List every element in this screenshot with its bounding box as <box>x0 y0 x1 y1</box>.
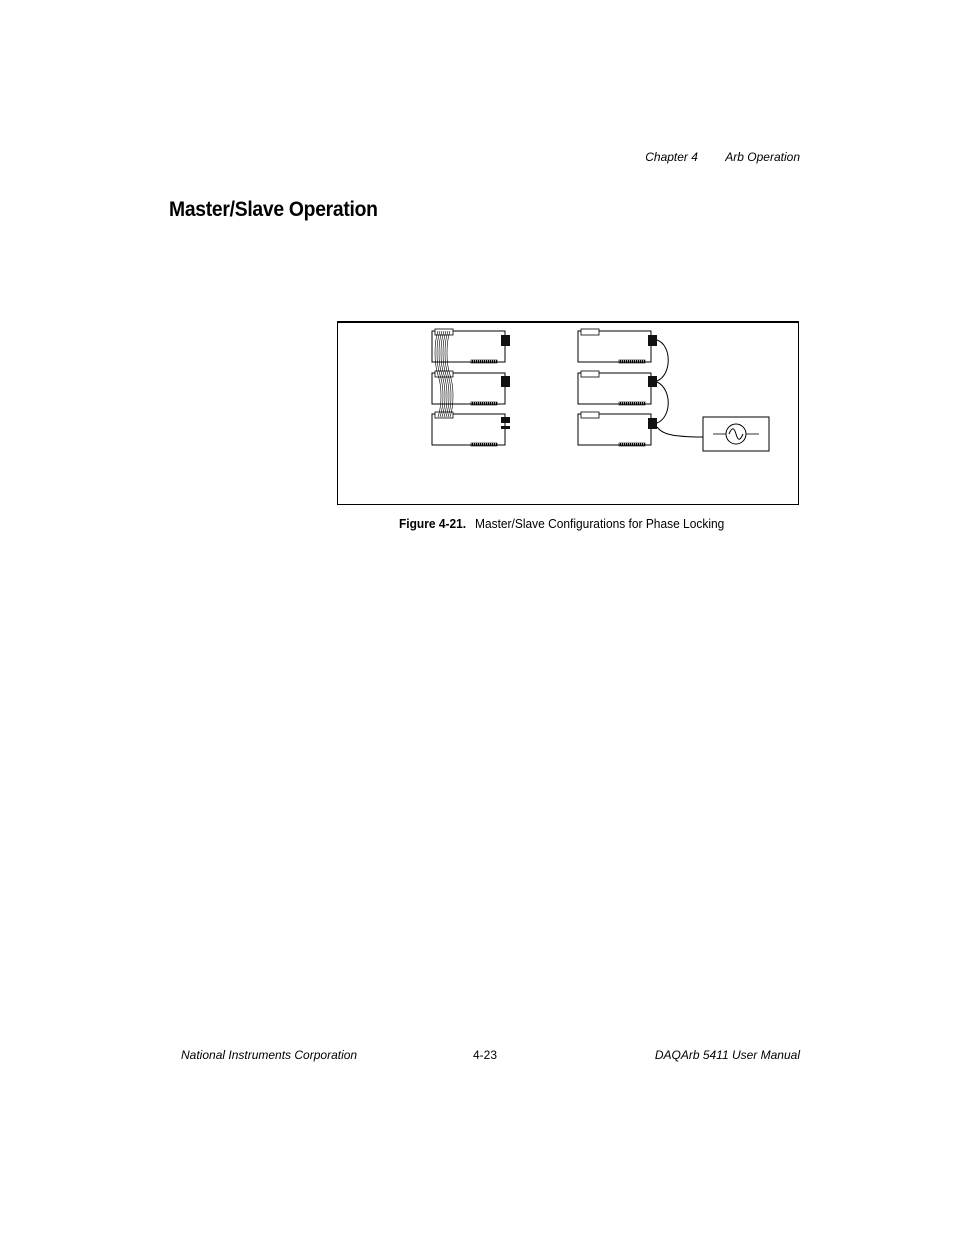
figure-caption-text: Master/Slave Configurations for Phase Locking <box>474 516 725 531</box>
coax-connector-icon <box>648 376 657 387</box>
daq-board-icon <box>432 412 510 446</box>
left-board-stack <box>432 329 510 446</box>
running-header <box>645 150 800 164</box>
header-section: Arb Operation <box>725 150 800 164</box>
footer-page-number: 4-23 <box>473 1048 498 1062</box>
signal-generator-icon <box>703 417 769 451</box>
coax-connector-icon <box>648 335 657 346</box>
footer-manual-title: DAQArb 5411 User Manual <box>654 1048 800 1062</box>
header-chapter: Chapter 4 <box>645 150 698 164</box>
daq-board-icon <box>578 412 657 446</box>
footer-company: National Instruments Corporation <box>181 1048 358 1062</box>
daq-board-icon <box>432 329 510 363</box>
coax-cable <box>657 340 703 437</box>
figure-frame <box>337 321 799 505</box>
daq-board-icon <box>432 371 510 405</box>
connector-block-icon <box>501 376 510 387</box>
figure-caption <box>399 516 724 531</box>
daq-board-icon <box>578 371 657 405</box>
connector-block-icon <box>501 417 510 423</box>
right-board-stack <box>578 329 703 446</box>
connector-block-icon <box>501 335 510 346</box>
coax-connector-icon <box>648 418 657 429</box>
daq-board-icon <box>578 329 657 363</box>
figure-label: Figure 4-21. <box>399 516 467 531</box>
master-slave-diagram <box>338 323 800 507</box>
page-title: Master/Slave Operation <box>169 198 378 221</box>
